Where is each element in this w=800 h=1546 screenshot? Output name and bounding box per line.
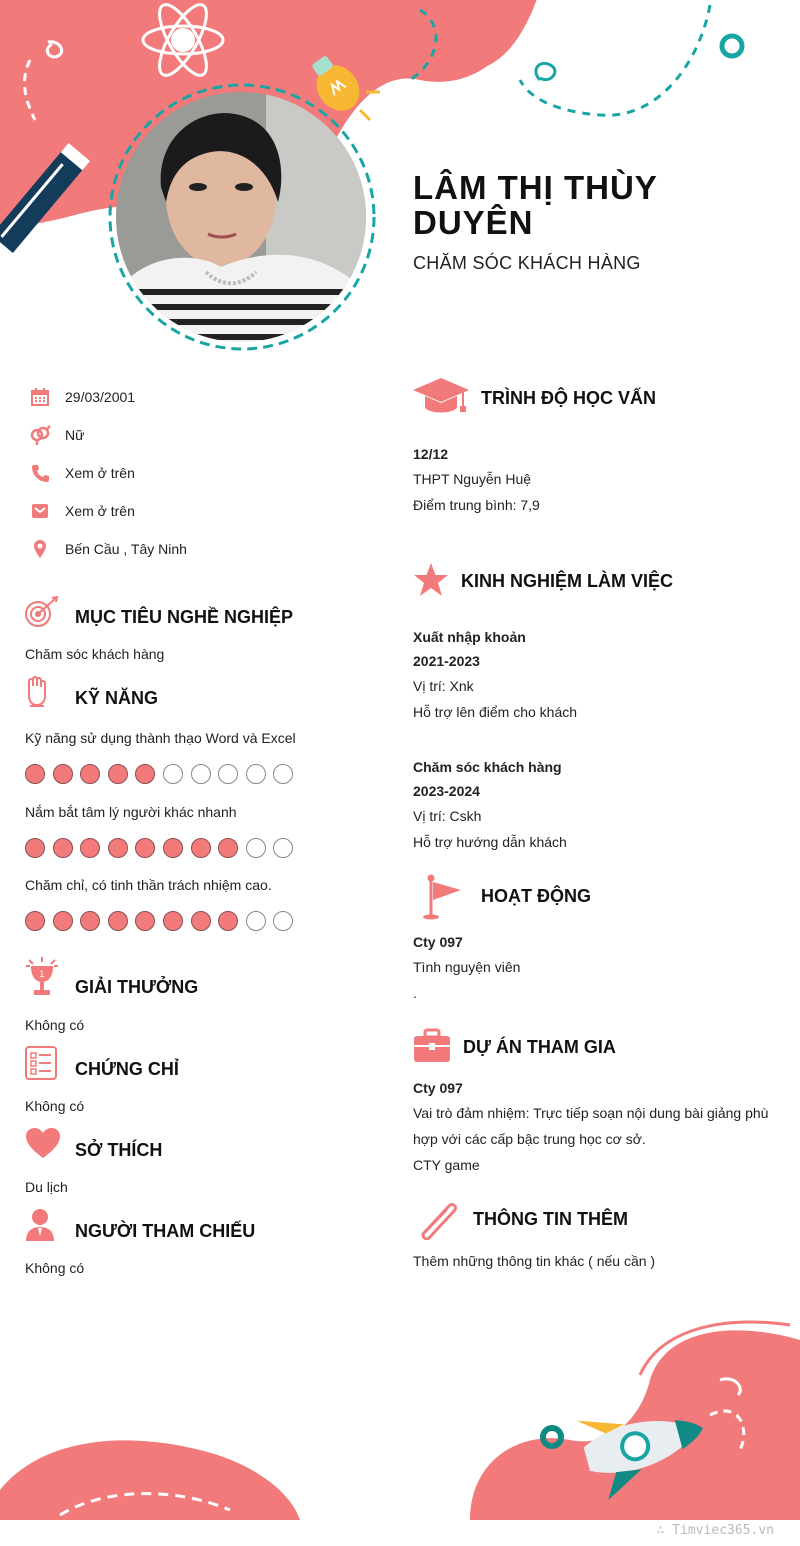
education-title: TRÌNH ĐỘ HỌC VẤN [481, 388, 656, 408]
activity-org: Cty 097 [413, 934, 463, 950]
skill-name: Kỹ năng sử dụng thành thạo Word và Excel [25, 730, 296, 746]
birthday-value: 29/03/2001 [65, 389, 136, 405]
briefcase-icon [413, 1028, 451, 1069]
rating-dot-filled [108, 764, 128, 784]
star-icon [413, 563, 449, 602]
hobbies-text: Du lịch [25, 1179, 68, 1195]
rating-dot-filled [80, 911, 100, 931]
experience-company: Xuất nhập khoản [413, 629, 526, 645]
rating-dot-empty [246, 911, 266, 931]
rating-dot-empty [191, 764, 211, 784]
project-role-line1: Vai trò đảm nhiệm: Trực tiếp soạn nội dung bài giảng phù [413, 1105, 769, 1121]
rating-dot-filled [25, 911, 45, 931]
rating-dot-filled [191, 911, 211, 931]
rating-dot-filled [80, 764, 100, 784]
project-org: Cty 097 [413, 1080, 463, 1096]
phone-row [28, 461, 135, 485]
projects-title: DỰ ÁN THAM GIA [463, 1037, 616, 1057]
experience-title: KINH NGHIỆM LÀM VIỆC [461, 571, 674, 591]
experience-company: Chăm sóc khách hàng [413, 759, 562, 775]
trophy-icon [25, 956, 59, 1003]
rating-dot-filled [25, 764, 45, 784]
email-icon [28, 499, 52, 523]
activity-role: Tình nguyện viên [413, 959, 521, 975]
more-info-text: Thêm những thông tin khác ( nếu cần ) [413, 1253, 656, 1269]
skill-name: Chăm chỉ, có tinh thần trách nhiệm cao. [25, 877, 272, 893]
rating-dot-empty [163, 764, 183, 784]
rating-dot-filled [163, 911, 183, 931]
more-info-title: THÔNG TIN THÊM [473, 1209, 628, 1229]
rating-dot-filled [135, 764, 155, 784]
rating-dot-filled [135, 911, 155, 931]
gender-row [28, 423, 84, 447]
address-row [28, 537, 187, 561]
rating-dot-filled [108, 911, 128, 931]
activity-note: . [413, 985, 417, 1001]
rating-dot-empty [273, 838, 293, 858]
experience-period: 2021-2023 [413, 653, 480, 669]
hobbies-title: SỞ THÍCH [75, 1140, 163, 1160]
graduation-cap-icon [413, 378, 469, 421]
flag-icon [421, 874, 463, 925]
birthday-row [28, 385, 135, 409]
objective-title: MỤC TIÊU NGHỀ NGHIỆP [75, 607, 294, 627]
objective-text: Chăm sóc khách hàng [25, 646, 165, 662]
activities-title: HOẠT ĐỘNG [481, 886, 591, 906]
awards-title: GIẢI THƯỞNG [75, 977, 199, 997]
skill-rating [25, 838, 293, 858]
experience-position: Vị trí: Xnk [413, 678, 474, 694]
rating-dot-filled [25, 838, 45, 858]
education-gpa: Điểm trung bình: 7,9 [413, 497, 540, 513]
email-row [28, 499, 135, 523]
education-grade: 12/12 [413, 446, 449, 462]
phone-value: Xem ở trên [65, 465, 135, 481]
certificates-text: Không có [25, 1098, 85, 1114]
rating-dot-empty [273, 911, 293, 931]
heart-icon [25, 1127, 61, 1164]
experience-period: 2023-2024 [413, 783, 480, 799]
job-title: CHĂM SÓC KHÁCH HÀNG [413, 253, 641, 273]
project-extra: CTY game [413, 1157, 480, 1173]
experience-position: Vị trí: Cskh [413, 808, 482, 824]
rating-dot-filled [53, 764, 73, 784]
rating-dot-filled [53, 838, 73, 858]
certificates-title: CHỨNG CHỈ [75, 1059, 179, 1079]
experience-description: Hỗ trợ hướng dẫn khách [413, 834, 567, 850]
person-icon [25, 1208, 55, 1247]
rating-dot-empty [246, 764, 266, 784]
awards-text: Không có [25, 1017, 85, 1033]
watermark: ∴ Timviec365.vn [656, 1523, 774, 1538]
rating-dot-filled [191, 838, 211, 858]
experience-description: Hỗ trợ lên điểm cho khách [413, 704, 578, 720]
skill-rating [25, 911, 293, 931]
rating-dot-filled [108, 838, 128, 858]
skill-name: Nắm bắt tâm lý người khác nhanh [25, 804, 237, 820]
rating-dot-filled [80, 838, 100, 858]
skill-rating [25, 764, 293, 784]
email-value: Xem ở trên [65, 503, 135, 519]
calendar-icon [28, 385, 52, 409]
references-title: NGƯỜI THAM CHIẾU [75, 1221, 256, 1241]
rating-dot-filled [53, 911, 73, 931]
skills-title: KỸ NĂNG [75, 688, 159, 708]
rating-dot-empty [246, 838, 266, 858]
education-school: THPT Nguyễn Huệ [413, 471, 532, 487]
address-value: Bến Cầu , Tây Ninh [65, 541, 187, 557]
gender-icon [28, 423, 52, 447]
candidate-name: LÂM THỊ THÙY DUYÊN [413, 169, 658, 241]
rating-dot-filled [218, 838, 238, 858]
project-role-line2: hợp với các cấp bậc trung học cơ sở. [413, 1131, 646, 1147]
rating-dot-filled [163, 838, 183, 858]
rating-dot-empty [218, 764, 238, 784]
checklist-icon [25, 1046, 57, 1085]
svg-text:1: 1 [39, 970, 45, 980]
references-text: Không có [25, 1260, 85, 1276]
paperclip-icon [415, 1198, 459, 1245]
rating-dot-empty [273, 764, 293, 784]
target-icon [24, 596, 60, 635]
phone-icon [28, 461, 52, 485]
fist-icon [25, 676, 49, 713]
location-pin-icon [28, 537, 52, 561]
profile-photo [116, 92, 366, 342]
gender-value: Nữ [65, 427, 85, 443]
rating-dot-filled [218, 911, 238, 931]
rating-dot-filled [135, 838, 155, 858]
